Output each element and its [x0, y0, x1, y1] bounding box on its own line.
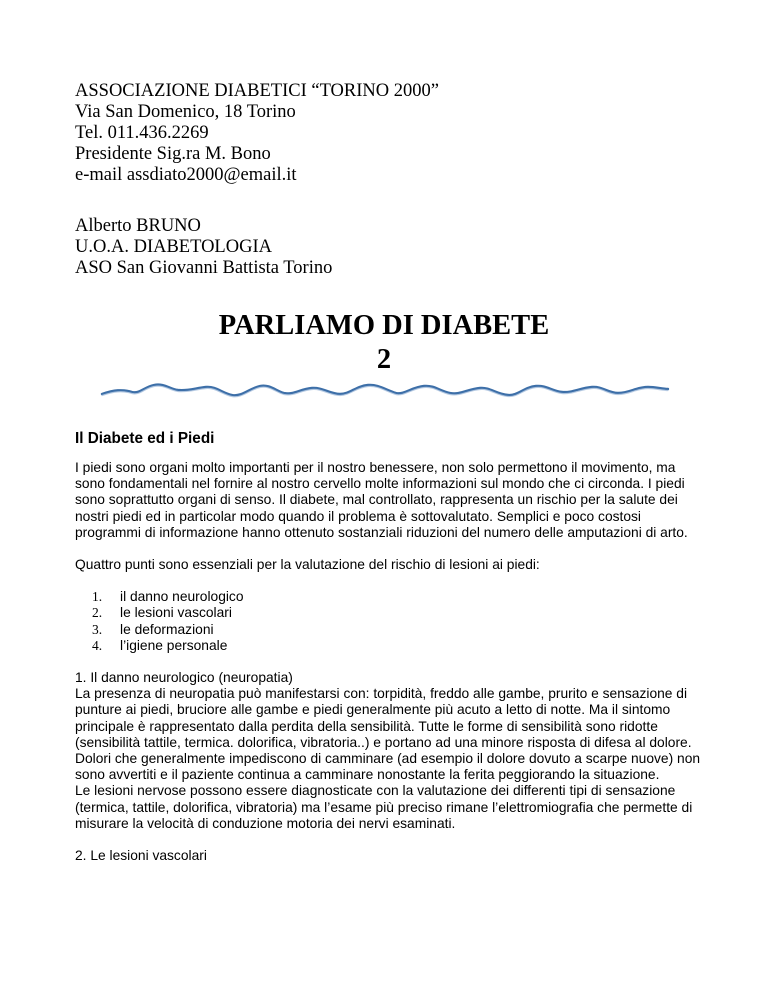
list-item — [75, 605, 705, 621]
list-item-text: il danno neurologico — [120, 589, 244, 605]
risk-points-list — [75, 589, 705, 654]
neuropathy-heading: 1. Il danno neurologico (neuropatia) — [75, 670, 293, 686]
section-heading: Il Diabete ed i Piedi — [75, 430, 215, 447]
association-header — [75, 81, 439, 186]
list-number: 1. — [92, 589, 103, 605]
list-number: 2. — [92, 605, 103, 621]
association-email: e-mail assdiato2000@email.it — [75, 165, 297, 185]
document-title: PARLIAMO DI DIABETE — [218, 310, 550, 341]
document-issue-number: 2 — [376, 344, 392, 375]
intro-paragraph: I piedi sono organi molto importanti per il nostro benessere, non solo permettono il movimento, ma sono fondamentali nel fornire al nostro cervello molte informazioni sul mondo che ci circonda. I piedi sono soprattutto organi di senso. Il diabete, mal controllato, rappresenta un rischio per la salute dei nostri piedi ed in particolar modo quando il problema è sottovalutato. Semplici e poco costosi programmi di informazione hanno ottenuto sostanziali riduzioni del numero delle amputazioni di arto. — [75, 460, 688, 540]
list-item-text: l’igiene personale — [120, 637, 228, 653]
association-address: Via San Domenico, 18 Torino — [75, 102, 296, 122]
association-name: ASSOCIAZIONE DIABETICI “TORINO 2000” — [75, 81, 439, 101]
author-name: Alberto BRUNO — [75, 216, 201, 236]
list-number: 3. — [92, 621, 103, 637]
list-item-text: le deformazioni — [120, 621, 214, 637]
neuropathy-section — [75, 670, 705, 832]
author-block — [75, 216, 332, 279]
author-hospital: ASO San Giovanni Battista Torino — [75, 258, 333, 278]
list-item-text: le lesioni vascolari — [120, 605, 232, 621]
vascular-heading: 2. Le lesioni vascolari — [75, 848, 207, 864]
article-body — [75, 430, 705, 880]
association-phone: Tel. 011.436.2269 — [75, 123, 209, 143]
points-intro: Quattro punti sono essenziali per la valutazione del rischio di lesioni ai piedi: — [75, 557, 540, 573]
association-president: Presidente Sig.ra M. Bono — [75, 144, 271, 164]
list-item — [75, 589, 705, 605]
list-item — [75, 638, 705, 654]
list-number: 4. — [92, 637, 103, 653]
list-item — [75, 622, 705, 638]
wavy-divider — [100, 377, 670, 403]
author-unit: U.O.A. DIABETOLOGIA — [75, 237, 272, 257]
neuropathy-paragraph-1: La presenza di neuropatia può manifestarsi con: torpidità, freddo alle gambe, prurito e sensazione di punture ai piedi, bruciore alle gambe e piedi generalmente più acuto a letto di notte. Ma il sintomo principale è rappresentato dalla perdita della sensibilità. Tutte le forme di sensibilità sono ridotte (sensibilità tattile, termica. dolorifica, vibratoria..) e portano ad una minore risposta di difesa al dolore. Dolori che generalmente impediscono di camminare (ad esempio il dolore dovuto a scarpe nuove) non sono avvertiti e il paziente continua a camminare nonostante la ferita peggiorando la situazione. — [75, 686, 701, 783]
neuropathy-paragraph-2: Le lesioni nervose possono essere diagnosticate con la valutazione dei differenti tipi di sensazione (termica, tattile, dolorifica, vibratoria) ma l’esame più preciso rimane l’elettromiografia che permette di misurare la velocità di conduzione motoria dei nervi esaminati. — [75, 783, 693, 831]
